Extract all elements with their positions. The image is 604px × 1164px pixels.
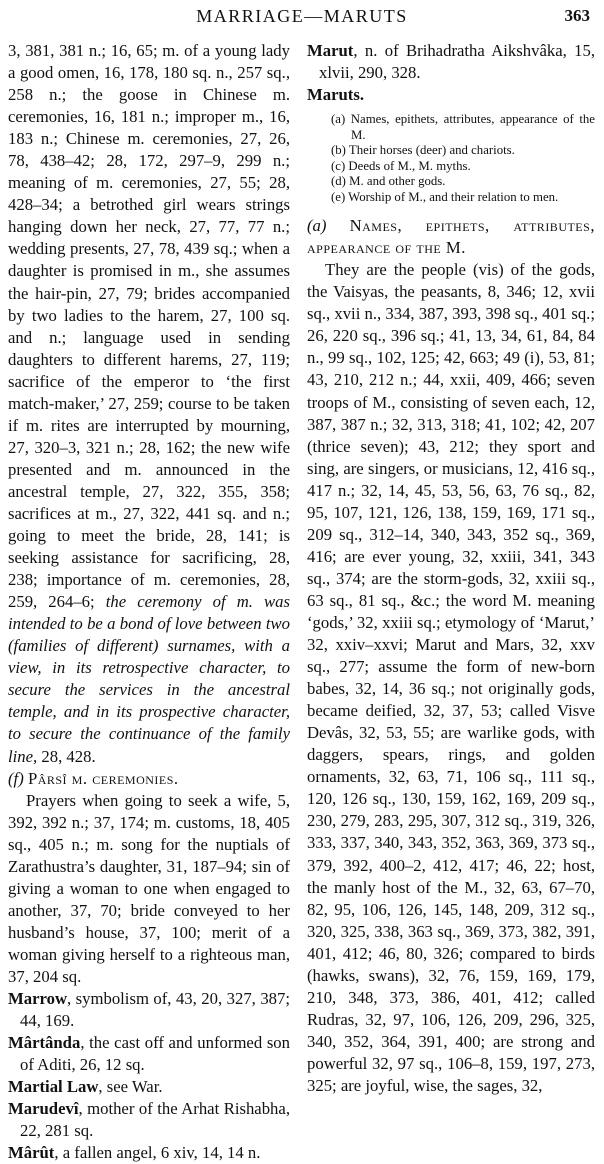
maruts-heading bbox=[307, 84, 595, 106]
index-entry-martanda bbox=[8, 1032, 290, 1076]
running-title: MARRIAGE—MARUTS bbox=[196, 6, 408, 26]
headword-martial-law: Martial Law bbox=[8, 1077, 99, 1097]
subsection-f-heading bbox=[8, 768, 290, 790]
subsection-f-title: Pârsî m. ceremonies. bbox=[27, 768, 179, 788]
index-entry-marut-angel bbox=[8, 1142, 290, 1164]
left-column bbox=[8, 40, 290, 1164]
marriage-continuation-text: 3, 381, 381 n.; 16, 65; m. of a young lady a good omen, 16, 178, 180 sq. n., 257 sq., 258 n.; the goose in Chinese m. ceremonies, 16, 181 n.; improper m., 16, 183 n.; Chinese m. ceremonies, 27, 26, 78, 438–42; 28, 172, 297–9, 299 n.; meaning of m. ceremonies, 27, 55; 28, 428–34; a betrothed girl wears strings hanging down her neck, 27, 77, 77 n.; wedding presents, 27, 78, 439 sq.; when a daughter is promised in m., she assumes the hair-pin, 27, 79; brides accompanied by two ladies to the harem, 27, 100 sq. and n.; language used in sending daughters to different harems, 27, 119; sacrifice of the emperor to ‘the first match-maker,’ 27, 259; course to be taken if m. rites are interrupted by mourning, 27, 320–3, 321 n.; 28, 162; the new wife presented and m. announced in the ancestral temple, 27, 322, 355, 358; sacrifices at m., 27, 322, 441 sq. and n.; going to meet the bride, 28, 141; is seeking assistance for sacrificing, 28, 238; importance of m. ceremonies, 28, 259, 264–6; bbox=[8, 41, 290, 612]
entry-text-marut-angel: , a fallen angel, 6 xiv, 14, 14 n. bbox=[54, 1143, 261, 1163]
marriage-continuation-tail: 28, 428. bbox=[41, 746, 96, 766]
subsection-f-label: (f) bbox=[8, 768, 24, 788]
page-header bbox=[0, 6, 604, 32]
headword-marut-angel: Mârût bbox=[8, 1143, 55, 1163]
marriage-continuation bbox=[8, 40, 290, 768]
right-column bbox=[307, 40, 595, 1097]
headword-maruts: Maruts. bbox=[307, 85, 365, 105]
index-entry-marrow bbox=[8, 988, 290, 1032]
entry-text-marut: , n. of Brihadratha Aikshvâka, 15, xlvii, 290, 328. bbox=[319, 41, 595, 83]
subdivision-item: (c) Deeds of M., M. myths. bbox=[331, 158, 471, 173]
headword-marrow: Marrow bbox=[8, 989, 68, 1009]
entry-text-martial-law: , see War. bbox=[98, 1077, 163, 1097]
headword-marudevi: Marudevî bbox=[8, 1099, 79, 1119]
headword-marut: Marut bbox=[307, 41, 354, 60]
entry-text-marrow: , symbolism of, 43, 20, 327, 387; 44, 169. bbox=[20, 989, 290, 1031]
subdivision-item: (b) Their horses (deer) and chariots. bbox=[331, 143, 515, 158]
subsection-a-label: (a) bbox=[307, 216, 327, 236]
entry-text-marudevi: , mother of the Arhat Rishabha, 22, 281 sq. bbox=[20, 1099, 290, 1141]
subsection-a-title: Names, epithets, attributes, appearance of the M. bbox=[307, 216, 595, 258]
marriage-italic-quote: the ceremony of m. was intended to be a bond of love between two (families of different) surnames, with a view, in its retrospective character, to secure the services in the ancestral temple, and in its prospective character, to secure the continuance of the family line, bbox=[8, 592, 290, 766]
subsection-f-text: Prayers when going to seek a wife, 5, 392, 392 n.; 37, 174; m. customs, 18, 405 sq., 405 n.; m. song for the nuptials of Zarathustra’s daughter, 31, 187–94; sin of giving a woman to one when engaged to another, 37, 70; bride conveyed to her husband’s house, 37, 100; merit of a woman giving herself to a righteous man, 37, 204 sq. bbox=[8, 790, 290, 986]
subdivision-item: (d) M. and other gods. bbox=[331, 174, 446, 189]
subdivision-item: (a) Names, epithets, attributes, appearance of the M. bbox=[331, 112, 595, 142]
subsection-a-heading bbox=[307, 215, 595, 259]
entry-text-martanda: , the cast off and unformed son of Aditi, 26, 12 sq. bbox=[20, 1033, 290, 1075]
subdivision-item: (e) Worship of M., and their relation to men. bbox=[331, 189, 559, 204]
subsection-a-text: They are the people (vis) of the gods, the Vaisyas, the peasants, 8, 346; 12, xvii sq., xvii n., 334, 387, 393, 398 sq., 401 sq.; 26, 220 sq., 396 sq.; 41, 13, 34, 61, 84, 84 n., 99 sq., 102, 125; 42, 663; 49 (i), 53, 81; 43, 210, 212 n.; 44, xxii, 409, 466; seven troops of M., consisting of seven each, 12, 387, 387 n.; 32, 313, 318; 41, 102; 42, 207 (thrice seven); 43, 212; they sport and sing, are singers, or musicians, 12, 416 sq., 417 n.; 32, 14, 45, 53, 56, 63, 76 sq., 82, 95, 107, 121, 126, 138, 159, 169, 171 sq., 209 sq., 312–14, 340, 343, 352 sq., 369, 416; are ever young, 32, xxiii, 341, 343 sq., 374; are the storm-gods, 32, xxiii sq., 63 sq., 81 sq., &c.; the word M. meaning ‘gods,’ 32, xxiii sq.; etymology of ‘Marut,’ 32, xxiv–xxvi; Marut and Mars, 32, xxv sq., 277; assume the form of new-born babes, 32, 14, 36 sq.; not originally gods, became deified, 32, 37, 53; called Visve Devâs, 32, 53, 55; are warlike gods, with daggers, spears, rings, and golden ornaments, 32, 63, 71, 106 sq., 111 sq., 120, 126 sq., 130, 159, 162, 169, 209 sq., 230, 279, 283, 295, 307, 312 sq., 319, 326, 333, 337, 340, 343, 352, 363, 369, 373 sq., 379, 392, 400–2, 412, 417; 46, 22; host, the manly host of the M., 32, 63, 67–70, 82, 95, 106, 126, 145, 148, 209, 312 sq., 320, 325, 338, 363 sq., 369, 373, 382, 391, 401, 412; 46, 80, 326; compared to birds (hawks, swans), 32, 76, 159, 169, 179, 210, 348, 373, 386, 401, 412; called Rudras, 32, 97, 106, 126, 209, 296, 325, 340, 352, 364, 391, 400; are strong and powerful 32, 97 sq., 106–8, 159, 197, 273, 325; are joyful, wise, the sages, 32, bbox=[307, 260, 595, 1095]
maruts-subdivision-list bbox=[331, 112, 595, 205]
index-entry-martial-law bbox=[8, 1076, 290, 1098]
index-entry-marudevi bbox=[8, 1098, 290, 1142]
headword-martanda: Mârtânda bbox=[8, 1033, 81, 1053]
page-number: 363 bbox=[564, 6, 590, 25]
index-entry-marut bbox=[307, 40, 595, 84]
